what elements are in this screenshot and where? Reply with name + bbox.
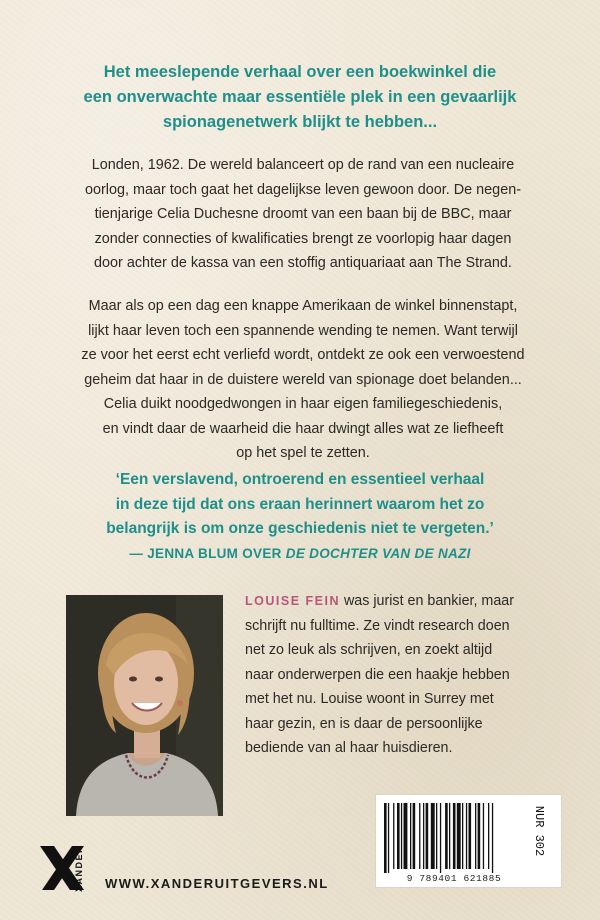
author-photo — [66, 595, 223, 816]
publisher-logo-text: XANDER — [74, 844, 84, 892]
bio-line: net zo leuk als schrijven, en zoekt altijd — [245, 642, 493, 658]
barcode-bar — [419, 803, 420, 869]
bio-first-line — [245, 589, 565, 614]
barcode-bar — [426, 803, 429, 869]
text-line: Maar als op een dag een knappe Amerikaan de winkel binnenstapt, — [88, 298, 518, 314]
barcode-bar — [397, 803, 400, 869]
barcode-bar — [431, 803, 435, 869]
barcode-bar — [436, 803, 437, 869]
barcode-bar — [388, 803, 389, 873]
bio-line: naar onderwerpen die een haakje hebben — [245, 666, 510, 683]
text-line: en vindt daar de waarheid die haar dwingt alles wat ze liefheeft — [102, 420, 504, 437]
tagline — [60, 60, 540, 135]
quote-line: ‘Een verslavend, ontroerend en essentieel verhaal — [115, 471, 485, 488]
text-line: oorlog, maar toch gaat het dagelijkse leven gewoon door. De negen- — [84, 181, 521, 198]
text-line: lijkt haar leven toch een spannende wending te nemen. Want terwijl — [88, 322, 518, 339]
tagline-line: een onverwachte maar essentiële plek in een gevaarlijk — [83, 88, 517, 106]
barcode-bar — [440, 803, 441, 873]
text-line: Londen, 1962. De wereld balanceert op de rand van een nucleaire — [91, 157, 515, 173]
attribution-source: DE DOCHTER VAN DE NAZI — [285, 545, 471, 561]
text-line: door achter de kassa van een stoffig antiquariaat aan The Strand. — [94, 255, 512, 271]
barcode-bar — [462, 803, 463, 869]
review-quote — [60, 468, 540, 566]
barcode-bar — [445, 803, 448, 869]
barcode-bar — [469, 803, 472, 869]
attribution-prefix: — JENNA BLUM OVER — [129, 545, 286, 561]
barcode-bar — [453, 803, 456, 869]
barcode-bar — [404, 803, 408, 869]
quote-attribution — [60, 542, 540, 567]
bio-line: haar gezin, en is daar de persoonlijke — [245, 715, 483, 732]
barcode-bar — [413, 803, 416, 869]
text-line: tienjarige Celia Duchesne droomt van een baan bij de BBC, maar — [94, 206, 512, 222]
author-name: LOUISE FEIN — [245, 594, 340, 608]
barcode-bars — [384, 803, 524, 873]
bio-line: bediende van al haar huisdieren. — [245, 740, 453, 756]
barcode-bar — [423, 803, 424, 869]
synopsis-paragraph-1 — [66, 153, 540, 276]
tagline-line: Het meeslepende verhaal over een boekwinkel die — [103, 63, 497, 81]
barcode-bar — [393, 803, 394, 869]
publisher-website: WWW.XANDERUITGEVERS.NL — [105, 876, 329, 891]
nur-code — [524, 801, 554, 861]
barcode-bar — [488, 803, 489, 869]
barcode-bar — [478, 803, 481, 869]
bio-line: met het nu. Louise woont in Surrey met — [245, 691, 494, 707]
text-line: op het spel te zetten. — [236, 445, 370, 461]
barcode-bar — [492, 803, 493, 873]
bio-text: was jurist en bankier, maar — [339, 593, 515, 609]
nur-label: NUR 302 — [532, 805, 547, 857]
text-line: ze voor het eerst echt verliefd wordt, ontdekt ze ook een verwoestend — [81, 347, 525, 363]
text-line: Celia duikt noodgedwongen in haar eigen familiegeschiedenis, — [103, 396, 503, 412]
author-bio — [245, 589, 565, 761]
barcode-bar — [466, 803, 467, 869]
isbn-digits: 9 789401 621885 — [406, 873, 502, 884]
barcode-bar — [483, 803, 484, 869]
text-line: zonder connecties of kwalificaties brengt ze voorlopig haar dagen — [94, 230, 512, 247]
tagline-line: spionagenetwerk blijkt te hebben... — [162, 113, 438, 131]
quote-line: belangrijk is om onze geschiedenis niet te vergeten.’ — [106, 520, 494, 537]
quote-line: in deze tijd dat ons eraan herinnert waarom het zo — [115, 495, 485, 513]
barcode-bar — [457, 803, 461, 869]
synopsis-paragraph-2 — [66, 294, 540, 466]
barcode-bar — [475, 803, 476, 869]
barcode-bar — [384, 803, 387, 873]
text-line: geheim dat haar in de duistere wereld van spionage doet belanden... — [84, 371, 522, 388]
barcode-bar — [410, 803, 411, 869]
bio-line: schrijft nu fulltime. Ze vindt research doen — [245, 617, 510, 634]
barcode-bar — [449, 803, 450, 869]
barcode-bar — [401, 803, 402, 869]
isbn-barcode — [375, 794, 562, 888]
